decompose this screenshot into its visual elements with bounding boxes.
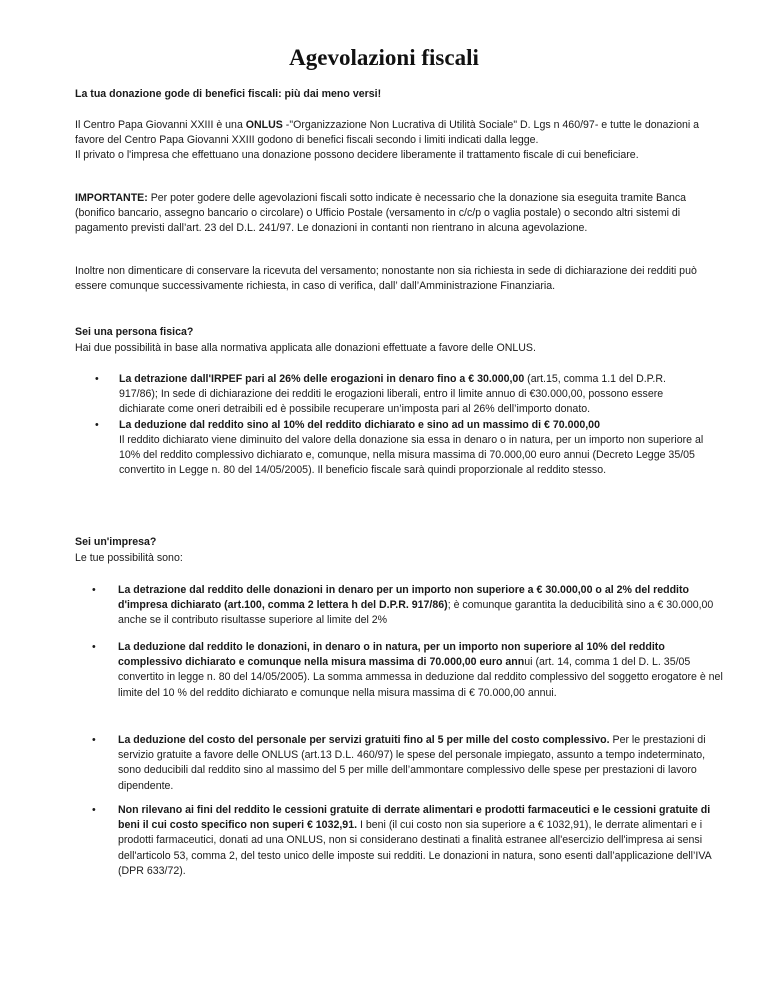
intro-text-end: -"Organizzazione Non Lucrativa di Utilità Sociale" D. Lgs n 460/97- e tutte le donazioni a favore del Centro Papa Giovanni XXIII godono di benefici fiscali secondo i limiti indicati dalla legge. [75,119,700,147]
impresa-item-2-bold: La deduzione dal reddito le donazioni, in denaro o in natura, per un importo non superiore al 10% del reddito complessivo dichiarato e comunque nella misura massima di 70.000,00 euro ann [118,641,665,669]
impresa-intro: Le tue possibilità sono: [75,552,183,564]
subtitle: La tua donazione gode di benefici fiscali: più dai meno versi! [75,88,382,100]
important-paragraph [75,191,703,237]
intro-line2: Il privato o l'impresa che effettuano una donazione possono decidere liberamente il trattamento fiscale di cui beneficiare. [75,149,639,162]
impresa-item-4 [92,803,730,879]
impresa-item-3 [92,733,730,794]
impresa-item-2 [92,640,730,701]
persona-intro: Hai due possibilità in base alla normativa applicata alle donazioni effettuate a favore delle ONLUS. [75,342,536,354]
impresa-item-3-bold: La deduzione del costo del personale per servizi gratuiti fino al 5 per mille del costo complessivo. [118,734,610,746]
bullet-icon: • [95,418,99,431]
impresa-item-2-text: ui (art. 14, comma 1 del D. L. 35/05 convertito in legge n. 80 del 14/05/2005). La somma ammessa in deduzione dal reddito complessivo del soggetto erogatore è nel limite del 10 % del reddito dichiarato e comunque nella misura massima di € 70.000,00 annui. [118,656,723,699]
intro-paragraph [75,118,703,164]
persona-item-2-bold: La deduzione dal reddito sino al 10% del reddito dichiarato e sino ad un massimo di € 70.000,00 [119,418,600,431]
bullet-icon: • [92,584,96,596]
intro-text-start: Il Centro Papa Giovanni XXIII è una [75,119,246,131]
receipt-note: Inoltre non dimenticare di conservare la ricevuta del versamento; nonostante non sia richiesta in sede di dichiarazione dei redditi può essere comunque successivamente richiesta, in caso di verifica, dall’ dall’Amministrazione Finanziaria. [75,265,697,293]
persona-item-1-text: (art.15, comma 1.1 del D.P.R. 917/86); In sede di dichiarazione dei redditi le erogazioni liberali, entro il limite annuo di €30.000,00, possono essere dichiarate come oneri detraibili ed è possibile recuperare un’imposta pari al 26% dell’importo donato. [119,373,666,416]
bullet-icon: • [92,734,96,746]
bullet-icon: • [95,373,99,385]
intro-onlus: ONLUS [245,119,283,131]
impresa-item-1-text: ; è comunque garantita la deducibilità sino a € 30.000,00 anche se il contributo risultasse superiore al limite del 2% [118,599,714,627]
impresa-item-1-bold: La detrazione dal reddito delle donazioni in denaro per un importo non superiore a € 30.000,00 o al 2% del reddito d'impresa dichiarato (art.100, comma 2 lettera h del D.P.R. 917/86) [118,584,689,612]
impresa-item-1 [92,583,730,629]
persona-item-2 [94,418,706,479]
persona-list [94,372,706,478]
impresa-item-4-bold: Non rilevano ai fini del reddito le cessioni gratuite di derrate alimentari e prodotti farmaceutici e le cessioni gratuite di beni il cui costo specifico non superi € 1032,91. [118,804,711,832]
impresa-item-4-text: I beni (il cui costo non sia superiore a € 1032,91), le derrate alimentari e i prodotti farmaceutici, donati ad una ONLUS, non si considerano destinati a finalità estranee all'esercizio dell'impresa ai sensi dell'articolo 53, comma 2, del testo unico delle imposte sui redditi. Le donazioni in natura, sono esenti dall’applicazione dell’IVA (DPR 633/72). [118,819,712,877]
persona-item-1 [94,372,706,418]
bullet-icon: • [92,804,96,816]
page-title: Agevolazioni fiscali [289,45,479,70]
persona-item-1-bold: La detrazione dall'IRPEF pari al 26% delle erogazioni in denaro fino a € 30.000,00 [119,373,525,385]
important-text: Per poter godere delle agevolazioni fiscali sotto indicate è necessario che la donazione sia eseguita tramite Banca (bonifico bancario, assegno bancario o circolare) o Ufficio Postale (versamento in c/c/p o vaglia postale) o secondo altri sistemi di pagamento previsti dall’art. 23 del D.L. 241/97. Le donazioni in contanti non rientrano in alcuna agevolazione. [75,192,687,235]
persona-heading: Sei una persona fisica? [75,326,194,338]
bullet-icon: • [92,641,96,653]
important-label: IMPORTANTE: [75,192,148,204]
impresa-heading: Sei un'impresa? [75,536,157,548]
persona-item-2-text: Il reddito dichiarato viene diminuito del valore della donazione sia essa in denaro o in natura, per un importo non superiore al 10% del reddito complessivo dichiarato e, comunque, nella misura massima di 70.000,00 euro annui (Decreto Legge 35/05 convertito in Legge n. 80 del 14/05/2005). Il beneficio fiscale sarà quindi proporzionale al reddito stesso. [119,433,704,477]
impresa-item-3-text: Per le prestazioni di servizio gratuite a favore delle ONLUS (art.13 D.L. 460/97) le spese del personale impiegato, assunto a tempo indeterminato, sono deducibili dal reddito sino al massimo del 5 per mille dell’ammontare complessivo delle spese per prestazioni di lavoro dipendente. [118,734,706,792]
